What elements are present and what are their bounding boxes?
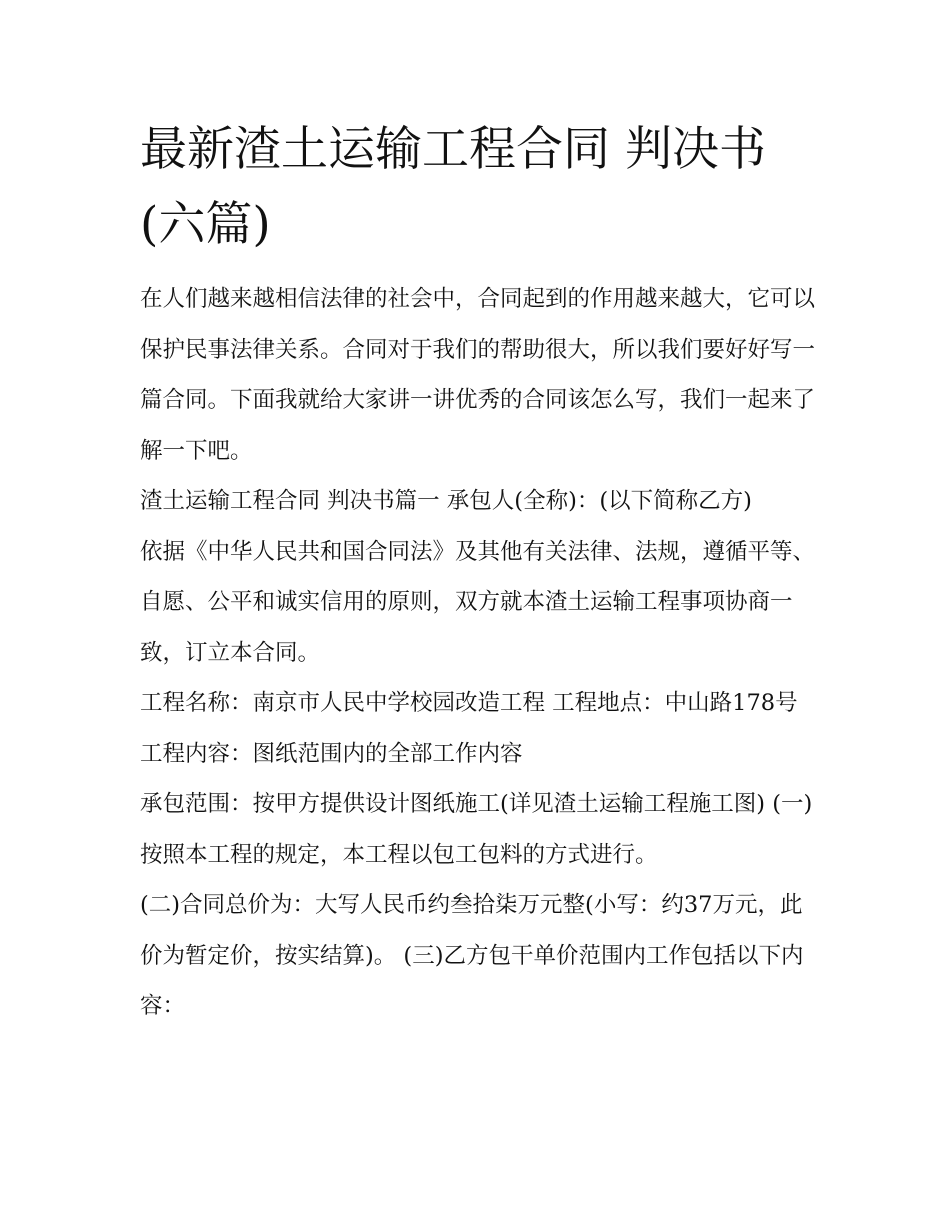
paragraph-intro: 在人们越来越相信法律的社会中，合同起到的作用越来越大，它可以保护民事法律关系。合同对于我们的帮助很大，所以我们要好好写一篇合同。下面我就给大家讲一讲优秀的合同该怎么写，我们一起来了解一下吧。 <box>140 286 816 464</box>
paragraph-contract-scope: 承包范围：按甲方提供设计图纸施工(详见渣土运输工程施工图) (一)按照本工程的规定，本工程以包工包料的方式进行。 <box>140 791 813 868</box>
paragraph-section-one-header: 渣土运输工程合同 判决书篇一 承包人(全称)：(以下简称乙方) <box>140 488 752 515</box>
document-title: 最新渣土运输工程合同 判决书(六篇) <box>140 122 766 253</box>
paragraph-legal-basis: 依据《中华人民共和国合同法》及其他有关法律、法规，遵循平等、自愿、公平和诚实信用的原则，双方就本渣土运输工程事项协商一致，订立本合同。 <box>140 538 816 666</box>
paragraph-project-info: 工程名称：南京市人民中学校园改造工程 工程地点：中山路178号 工程内容：图纸范围内的全部工作内容 <box>140 690 798 767</box>
paragraph-contract-price: (二)合同总价为：大写人民币约叁拾柒万元整(小写：约37万元，此价为暂定价，按实结算)。 (三)乙方包干单价范围内工作包括以下内容： <box>140 892 804 1020</box>
document-page <box>140 112 820 1032</box>
